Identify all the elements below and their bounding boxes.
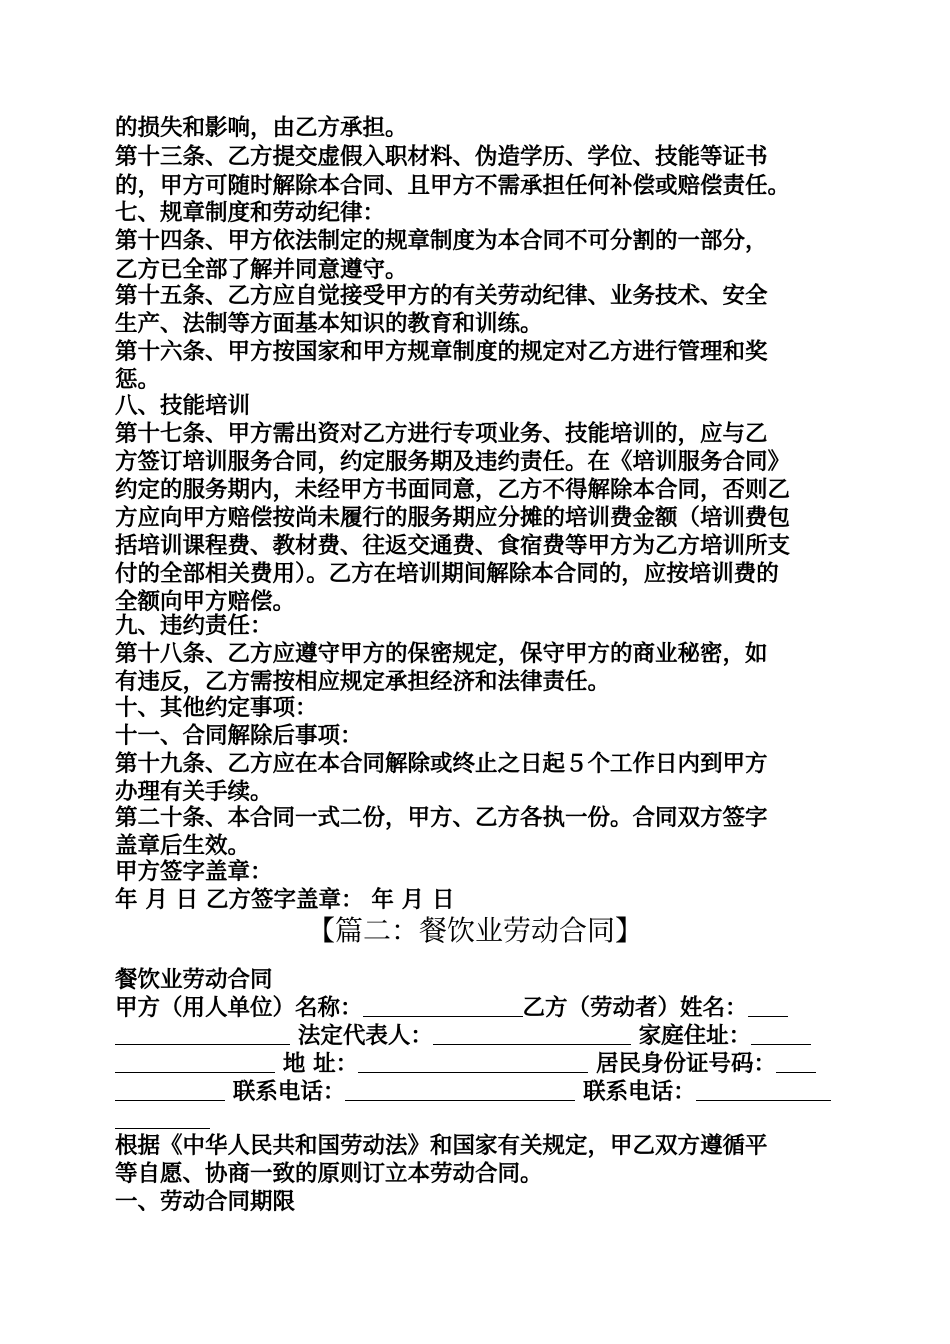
text-line: 办理有关手续。 [115, 779, 273, 805]
section-heading: 九、违约责任： [115, 613, 273, 639]
phone-blank-b[interactable] [696, 1078, 831, 1101]
text-line: 第二十条、本合同一式二份，甲方、乙方各执一份。合同双方签字 [115, 805, 768, 831]
text-line: 第十六条、甲方按国家和甲方规章制度的规定对乙方进行管理和奖 [115, 339, 768, 365]
legal-rep-label: 法定代表人： [290, 1023, 433, 1049]
section-heading: 八、技能培训 [115, 393, 251, 419]
form-row-3 [115, 1050, 850, 1079]
text-line: 括培训课程费、教材费、往返交通费、食宿费等甲方为乙方培训所支 [115, 533, 791, 559]
party-a-name-label: 甲方（用人单位）名称： [115, 995, 363, 1021]
party-b-name-blank-cont[interactable] [115, 1022, 290, 1045]
phone-blank-b-cont[interactable] [115, 1106, 210, 1129]
id-number-blank[interactable] [776, 1050, 816, 1073]
id-number-blank-cont[interactable] [115, 1078, 225, 1101]
home-address-blank[interactable] [751, 1022, 811, 1045]
text-line: 第十三条、乙方提交虚假入职材料、伪造学历、学位、技能等证书 [115, 144, 768, 170]
id-number-label: 居民身份证号码： [588, 1051, 777, 1077]
text-line: 第十九条、乙方应在本合同解除或终止之日起５个工作日内到甲方 [115, 751, 768, 777]
text-line: 第十七条、甲方需出资对乙方进行专项业务、技能培训的，应与乙 [115, 421, 768, 447]
section-heading: 七、规章制度和劳动纪律： [115, 200, 386, 226]
text-line: 方签订培训服务合同，约定服务期及违约责任。在《培训服务合同》 [115, 449, 791, 475]
text-line: 第十八条、乙方应遵守甲方的保密规定，保守甲方的商业秘密，如 [115, 641, 768, 667]
section-heading: 一、劳动合同期限 [115, 1189, 296, 1215]
phone-label-a: 联系电话： [225, 1079, 346, 1105]
date-signature-line: 年 月 日 乙方签字盖章： 年 月 日 [115, 887, 455, 913]
home-address-label: 家庭住址： [630, 1023, 752, 1049]
text-line: 的损失和影响，由乙方承担。 [115, 115, 408, 141]
legal-rep-blank[interactable] [433, 1022, 631, 1045]
form-row-4 [115, 1078, 850, 1107]
address-blank[interactable] [358, 1050, 588, 1073]
form-row-2 [115, 1022, 850, 1051]
section-heading: 十、其他约定事项： [115, 695, 318, 721]
party-a-name-blank[interactable] [363, 994, 523, 1017]
text-line: 乙方已全部了解并同意遵守。 [115, 257, 408, 283]
text-line: 盖章后生效。 [115, 833, 251, 859]
section-heading: 十一、合同解除后事项： [115, 723, 363, 749]
text-line: 第十五条、乙方应自觉接受甲方的有关劳动纪律、业务技术、安全 [115, 283, 768, 309]
address-label: 地 址： [275, 1051, 359, 1077]
text-line: 付的全部相关费用）。乙方在培训期间解除本合同的，应按培训费的 [115, 561, 779, 587]
text-line: 有违反，乙方需按相应规定承担经济和法律责任。 [115, 669, 611, 695]
contract-heading: 餐饮业劳动合同 [115, 967, 273, 993]
signature-line-a: 甲方签字盖章： [115, 859, 273, 885]
phone-blank-a[interactable] [345, 1078, 575, 1101]
text-line: 根据《中华人民共和国劳动法》和国家有关规定，甲乙双方遵循平 [115, 1133, 768, 1159]
party-b-name-blank[interactable] [748, 994, 788, 1017]
text-line: 的，甲方可随时解除本合同、且甲方不需承担任何补偿或赔偿责任。 [115, 173, 791, 199]
text-line: 全额向甲方赔偿。 [115, 589, 296, 615]
text-line: 等自愿、协商一致的原则订立本劳动合同。 [115, 1161, 543, 1187]
text-line: 方应向甲方赔偿按尚未履行的服务期应分摊的培训费金额（培训费包 [115, 505, 791, 531]
form-row-5 [115, 1106, 850, 1135]
text-line: 第十四条、甲方依法制定的规章制度为本合同不可分割的一部分， [115, 228, 768, 254]
section-title: 【篇二：餐饮业劳动合同】 [306, 914, 643, 947]
text-line: 惩。 [115, 367, 161, 393]
text-line: 生产、法制等方面基本知识的教育和训练。 [115, 311, 543, 337]
party-b-name-label: 乙方（劳动者）姓名： [522, 995, 748, 1021]
home-address-blank-cont[interactable] [115, 1050, 275, 1073]
phone-label-b: 联系电话： [575, 1079, 696, 1105]
form-row-1 [115, 994, 850, 1023]
text-line: 约定的服务期内，未经甲方书面同意，乙方不得解除本合同，否则乙 [115, 477, 791, 503]
